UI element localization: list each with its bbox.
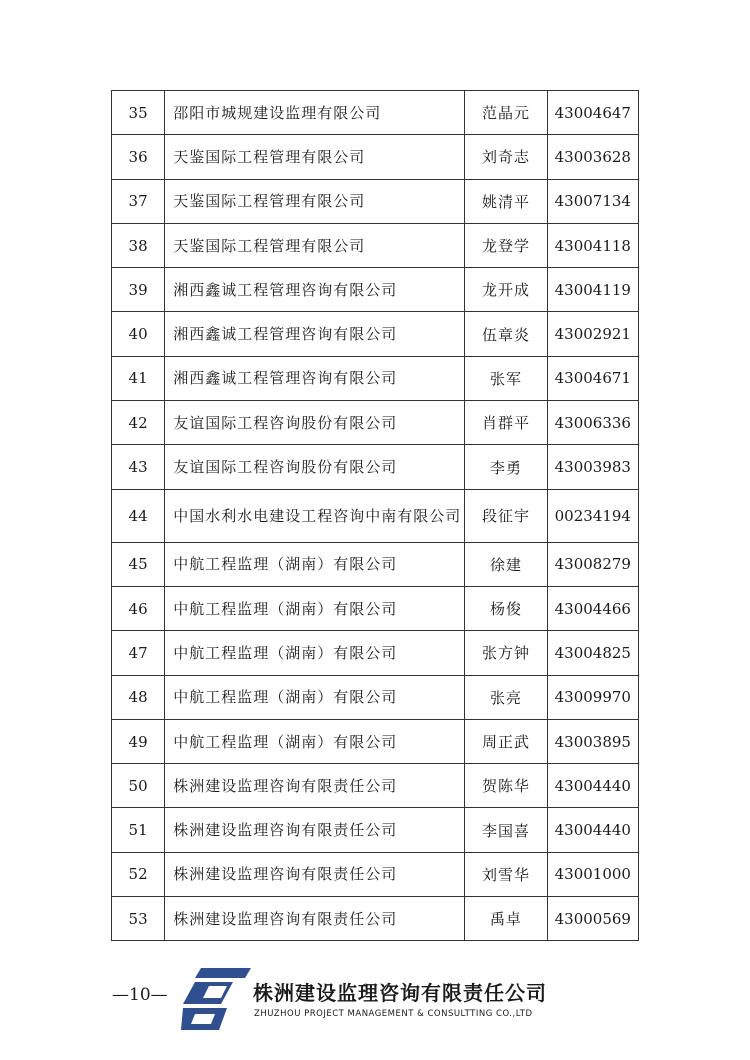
company-name: 湘西鑫诚工程管理咨询有限公司 bbox=[165, 268, 465, 312]
company-name: 天鉴国际工程管理有限公司 bbox=[165, 179, 465, 223]
table-row bbox=[112, 445, 639, 489]
table-row bbox=[112, 489, 639, 542]
certificate-number: 43003628 bbox=[547, 135, 638, 179]
row-number: 46 bbox=[112, 586, 165, 630]
person-name: 伍章炎 bbox=[465, 312, 547, 356]
company-name: 中航工程监理（湖南）有限公司 bbox=[165, 675, 465, 719]
person-name: 张方钟 bbox=[465, 631, 547, 675]
table-row bbox=[112, 179, 639, 223]
company-name: 友谊国际工程咨询股份有限公司 bbox=[165, 401, 465, 445]
row-number: 38 bbox=[112, 223, 165, 267]
row-number: 44 bbox=[112, 489, 165, 542]
certificate-number: 43009970 bbox=[547, 675, 638, 719]
table-row bbox=[112, 852, 639, 896]
certificate-number: 43004118 bbox=[547, 223, 638, 267]
table-row bbox=[112, 91, 639, 135]
table-row bbox=[112, 808, 639, 852]
company-name: 天鉴国际工程管理有限公司 bbox=[165, 135, 465, 179]
person-name: 刘奇志 bbox=[465, 135, 547, 179]
registry-table bbox=[111, 90, 639, 941]
table-row bbox=[112, 764, 639, 808]
person-name: 范晶元 bbox=[465, 91, 547, 135]
table-row bbox=[112, 719, 639, 763]
certificate-number: 43004671 bbox=[547, 356, 638, 400]
table-row bbox=[112, 897, 639, 941]
company-name: 天鉴国际工程管理有限公司 bbox=[165, 223, 465, 267]
person-name: 周正武 bbox=[465, 719, 547, 763]
company-name: 中航工程监理（湖南）有限公司 bbox=[165, 542, 465, 586]
page-footer bbox=[0, 965, 750, 1035]
registry-table-wrapper bbox=[111, 90, 639, 941]
person-name: 龙登学 bbox=[465, 223, 547, 267]
table-row bbox=[112, 542, 639, 586]
footer-company-name-en: ZHUZHOU PROJECT MANAGEMENT & CONSULTTING CO.,LTD bbox=[254, 1009, 533, 1019]
person-name: 禹卓 bbox=[465, 897, 547, 941]
row-number: 39 bbox=[112, 268, 165, 312]
certificate-number: 43004440 bbox=[547, 808, 638, 852]
person-name: 贺陈华 bbox=[465, 764, 547, 808]
certificate-number: 43003983 bbox=[547, 445, 638, 489]
company-name: 株洲建设监理咨询有限责任公司 bbox=[165, 852, 465, 896]
company-name: 湘西鑫诚工程管理咨询有限公司 bbox=[165, 312, 465, 356]
row-number: 40 bbox=[112, 312, 165, 356]
certificate-number: 43007134 bbox=[547, 179, 638, 223]
person-name: 龙开成 bbox=[465, 268, 547, 312]
table-row bbox=[112, 135, 639, 179]
table-row bbox=[112, 631, 639, 675]
company-name: 中国水利水电建设工程咨询中南有限公司 bbox=[165, 489, 465, 542]
row-number: 37 bbox=[112, 179, 165, 223]
person-name: 徐建 bbox=[465, 542, 547, 586]
certificate-number: 43001000 bbox=[547, 852, 638, 896]
person-name: 杨俊 bbox=[465, 586, 547, 630]
table-row bbox=[112, 312, 639, 356]
company-logo-icon bbox=[181, 968, 251, 1030]
page-number: —10— bbox=[112, 985, 168, 1005]
registry-table-body bbox=[112, 91, 639, 941]
row-number: 43 bbox=[112, 445, 165, 489]
row-number: 53 bbox=[112, 897, 165, 941]
certificate-number: 43006336 bbox=[547, 401, 638, 445]
person-name: 李国喜 bbox=[465, 808, 547, 852]
certificate-number: 43002921 bbox=[547, 312, 638, 356]
person-name: 姚清平 bbox=[465, 179, 547, 223]
certificate-number: 43004466 bbox=[547, 586, 638, 630]
row-number: 51 bbox=[112, 808, 165, 852]
row-number: 47 bbox=[112, 631, 165, 675]
person-name: 刘雪华 bbox=[465, 852, 547, 896]
row-number: 36 bbox=[112, 135, 165, 179]
certificate-number: 43004825 bbox=[547, 631, 638, 675]
certificate-number: 43000569 bbox=[547, 897, 638, 941]
company-name: 株洲建设监理咨询有限责任公司 bbox=[165, 897, 465, 941]
row-number: 50 bbox=[112, 764, 165, 808]
company-name: 株洲建设监理咨询有限责任公司 bbox=[165, 808, 465, 852]
company-name: 株洲建设监理咨询有限责任公司 bbox=[165, 764, 465, 808]
person-name: 张亮 bbox=[465, 675, 547, 719]
table-row bbox=[112, 356, 639, 400]
person-name: 肖群平 bbox=[465, 401, 547, 445]
certificate-number: 43004119 bbox=[547, 268, 638, 312]
company-name: 中航工程监理（湖南）有限公司 bbox=[165, 719, 465, 763]
company-name: 友谊国际工程咨询股份有限公司 bbox=[165, 445, 465, 489]
row-number: 48 bbox=[112, 675, 165, 719]
footer-company-name-cn: 株洲建设监理咨询有限责任公司 bbox=[253, 981, 547, 1005]
certificate-number: 43003895 bbox=[547, 719, 638, 763]
row-number: 35 bbox=[112, 91, 165, 135]
row-number: 52 bbox=[112, 852, 165, 896]
certificate-number: 43008279 bbox=[547, 542, 638, 586]
table-row bbox=[112, 223, 639, 267]
person-name: 张军 bbox=[465, 356, 547, 400]
company-name: 中航工程监理（湖南）有限公司 bbox=[165, 631, 465, 675]
table-row bbox=[112, 268, 639, 312]
row-number: 49 bbox=[112, 719, 165, 763]
row-number: 42 bbox=[112, 401, 165, 445]
table-row bbox=[112, 401, 639, 445]
certificate-number: 43004440 bbox=[547, 764, 638, 808]
row-number: 41 bbox=[112, 356, 165, 400]
person-name: 李勇 bbox=[465, 445, 547, 489]
company-name: 中航工程监理（湖南）有限公司 bbox=[165, 586, 465, 630]
company-name: 湘西鑫诚工程管理咨询有限公司 bbox=[165, 356, 465, 400]
table-row bbox=[112, 586, 639, 630]
certificate-number: 43004647 bbox=[547, 91, 638, 135]
row-number: 45 bbox=[112, 542, 165, 586]
company-name: 邵阳市城规建设监理有限公司 bbox=[165, 91, 465, 135]
certificate-number: 00234194 bbox=[547, 489, 638, 542]
person-name: 段征宇 bbox=[465, 489, 547, 542]
table-row bbox=[112, 675, 639, 719]
